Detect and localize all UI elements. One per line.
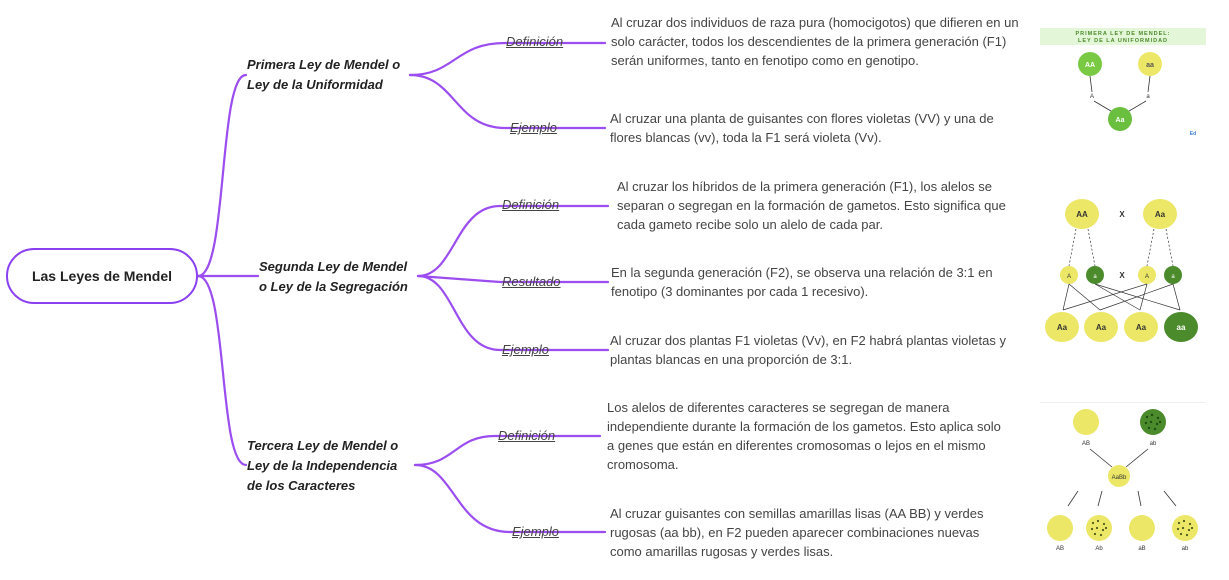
img2-offspring1: Aa: [1056, 323, 1068, 332]
law2-title[interactable]: [259, 257, 408, 297]
img3-offspring1: AB: [1055, 546, 1065, 552]
law3-ejemplo-text: Al cruzar guisantes con semillas amarillas lisas (AA BB) y verdes rugosas (aa bb), en F2 pueden aparecer combinaciones nuevas como amarillas rugosas y verdes lisas.: [610, 506, 984, 559]
law2-definicion-label[interactable]: Definición: [502, 197, 560, 212]
law2-title-line2: o Ley de la Segregación: [259, 279, 408, 294]
img1-title-line2: LEY DE LA UNIFORMIDAD: [1077, 38, 1169, 44]
law2-title-line1: Segunda Ley de Mendel: [259, 259, 408, 274]
law3-title-line1: Tercera Ley de Mendel o: [247, 438, 399, 453]
img2-parent2-label: Aa: [1154, 210, 1166, 219]
root-label: Las Leyes de Mendel: [31, 268, 173, 284]
img1-title-line1: PRIMERA LEY DE MENDEL:: [1075, 31, 1171, 37]
img2-gamete1: A: [1066, 274, 1072, 280]
img2-offspring4: aa: [1176, 323, 1186, 332]
law3-title-line3: de los Caracteres: [247, 478, 356, 493]
img3-offspring4: ab: [1181, 546, 1189, 552]
law2-resultado-text: En la segunda generación (F2), se observa una relación de 3:1 en fenotipo (3 dominantes por cada 1 recesivo).: [611, 265, 993, 299]
law2-resultado-label[interactable]: Resultado: [502, 274, 561, 289]
img1-child-label: Aa: [1115, 117, 1125, 124]
img3-parent1-label: AB: [1081, 441, 1091, 447]
root-node[interactable]: [6, 248, 198, 304]
img3-offspring3: aB: [1138, 546, 1146, 552]
law3-definicion-text: Los alelos de diferentes caracteres se segregan de manera independiente durante la formación de los gametos. Esto aplica solo a genes que están en diferentes cromosomas o lejos en el mismo cromosoma.: [607, 400, 1001, 472]
first-law-diagram-image: [1040, 28, 1206, 140]
law2-ejemplo-label[interactable]: Ejemplo: [502, 342, 549, 357]
connector-law1-ej: [410, 75, 605, 128]
img1-parent1-label: AA: [1084, 62, 1096, 69]
law1-title-line1: Primera Ley de Mendel o: [247, 57, 401, 72]
connector-root-law1: [198, 75, 246, 276]
law1-definicion-label[interactable]: Definición: [506, 34, 564, 49]
connector-law3-ej: [415, 465, 605, 532]
img3-offspring2: Ab: [1095, 546, 1103, 552]
img2-offspring3: Aa: [1135, 323, 1147, 332]
img1-gamete1: A: [1089, 94, 1095, 100]
img3-hybrid-label: AaBb: [1111, 475, 1127, 481]
law1-ejemplo-text: Al cruzar una planta de guisantes con flores violetas (VV) y una de flores blancas (vv), toda la F1 será violeta (Vv).: [610, 111, 994, 145]
law3-definicion-label[interactable]: Definición: [498, 428, 556, 443]
img1-gamete2: a: [1146, 94, 1150, 100]
law1-title[interactable]: [247, 55, 400, 95]
second-law-diagram-image: [1040, 183, 1206, 353]
connector-law2-def: [418, 206, 608, 276]
img2-parent1-label: AA: [1076, 210, 1088, 219]
law2-definicion-text: Al cruzar los híbridos de la primera generación (F1), los alelos se separan o segregan en la formación de gametos. Esto significa que cada gameto recibe solo un alelo de cada par.: [617, 179, 1006, 232]
img2-offspring2: Aa: [1095, 323, 1107, 332]
law2-ejemplo-text: Al cruzar dos plantas F1 violetas (Vv), en F2 habrá plantas violetas y plantas blancas en una proporción de 3:1.: [610, 333, 1006, 367]
law1-ejemplo-label[interactable]: Ejemplo: [510, 120, 557, 135]
img2-cross-symbol: X: [1119, 210, 1125, 219]
third-law-diagram-image: [1040, 402, 1206, 557]
img2-gamete3: A: [1144, 274, 1150, 280]
law3-title-line2: Ley de la Independencia: [247, 458, 398, 473]
img1-parent2-label: aa: [1146, 62, 1154, 69]
img2-cross-symbol-2: X: [1119, 271, 1125, 280]
law3-ejemplo-label[interactable]: Ejemplo: [512, 524, 559, 539]
img1-brand: Ed: [1189, 131, 1197, 137]
law1-title-line2: Ley de la Uniformidad: [247, 77, 383, 92]
law1-definicion-text: Al cruzar dos individuos de raza pura (homocigotos) que difieren en un solo carácter, todos los descendientes de la primera generación (F1) serán uniformes, tanto en fenotipo como en genotipo.: [611, 15, 1019, 68]
law3-title[interactable]: [247, 436, 398, 496]
img3-parent2-label: ab: [1149, 441, 1157, 447]
img2-gamete2: a: [1093, 274, 1097, 280]
connector-root-law3: [198, 276, 246, 465]
img2-gamete4: a: [1171, 274, 1175, 280]
